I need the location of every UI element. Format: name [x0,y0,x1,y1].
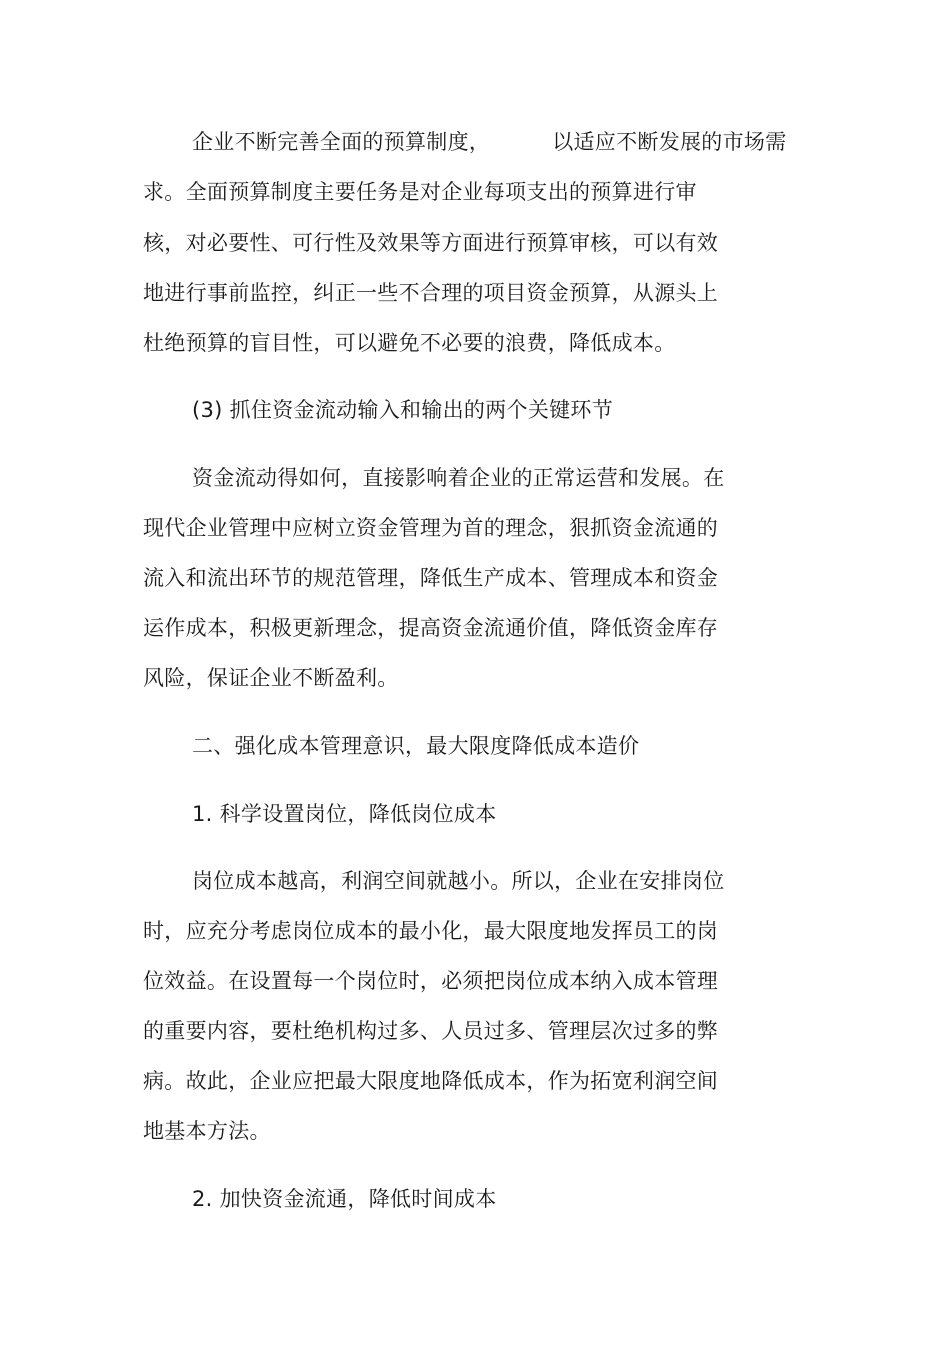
paragraph-3-line-5: 病。故此，企业应把最大限度地降低成本，作为拓宽利润空间 [143,1069,719,1093]
paragraph-3-line-6: 地基本方法。 [143,1119,271,1143]
paragraph-3-line-3: 位效益。在设置每一个岗位时，必须把岗位成本纳入成本管理 [143,969,719,993]
paragraph-1-line-2: 求。全面预算制度主要任务是对企业每项支出的预算进行审 [143,180,697,204]
paragraph-2-line-4: 运作成本，积极更新理念，提高资金流通价值，降低资金库存 [143,616,719,640]
subheading-2: 2. 加快资金流通，降低时间成本 [192,1187,497,1211]
paragraph-3-line-4: 的重要内容，要杜绝机构过多、人员过多、管理层次过多的弊 [143,1019,719,1043]
paragraph-2-line-2: 现代企业管理中应树立资金管理为首的理念，狠抓资金流通的 [143,516,719,540]
paragraph-2-line-5: 风险，保证企业不断盈利。 [143,666,399,690]
paragraph-1-line-4: 地进行事前监控，纠正一些不合理的项目资金预算，从源头上 [143,281,719,305]
subheading-1: 1. 科学设置岗位，降低岗位成本 [192,802,497,826]
heading-3: (3) 抓住资金流动输入和输出的两个关键环节 [192,398,614,422]
section-2-heading: 二、强化成本管理意识，最大限度降低成本造价 [192,734,640,758]
paragraph-1-line-1 [192,127,787,157]
paragraph-1-line-1-part-b: 以适应不断发展的市场需 [552,130,787,154]
paragraph-1-line-3: 核，对必要性、可行性及效果等方面进行预算审核，可以有效 [143,231,719,255]
paragraph-2-line-3: 流入和流出环节的规范管理，降低生产成本、管理成本和资金 [143,566,719,590]
paragraph-1-line-5: 杜绝预算的盲目性，可以避免不必要的浪费，降低成本。 [143,331,676,355]
paragraph-3-line-2: 时，应充分考虑岗位成本的最小化，最大限度地发挥员工的岗 [143,919,719,943]
paragraph-3-line-1: 岗位成本越高，利润空间就越小。所以，企业在安排岗位 [192,869,725,893]
paragraph-1-line-1-part-a: 企业不断完善全面的预算制度， [192,130,491,154]
paragraph-2-line-1: 资金流动得如何，直接影响着企业的正常运营和发展。在 [192,466,725,490]
